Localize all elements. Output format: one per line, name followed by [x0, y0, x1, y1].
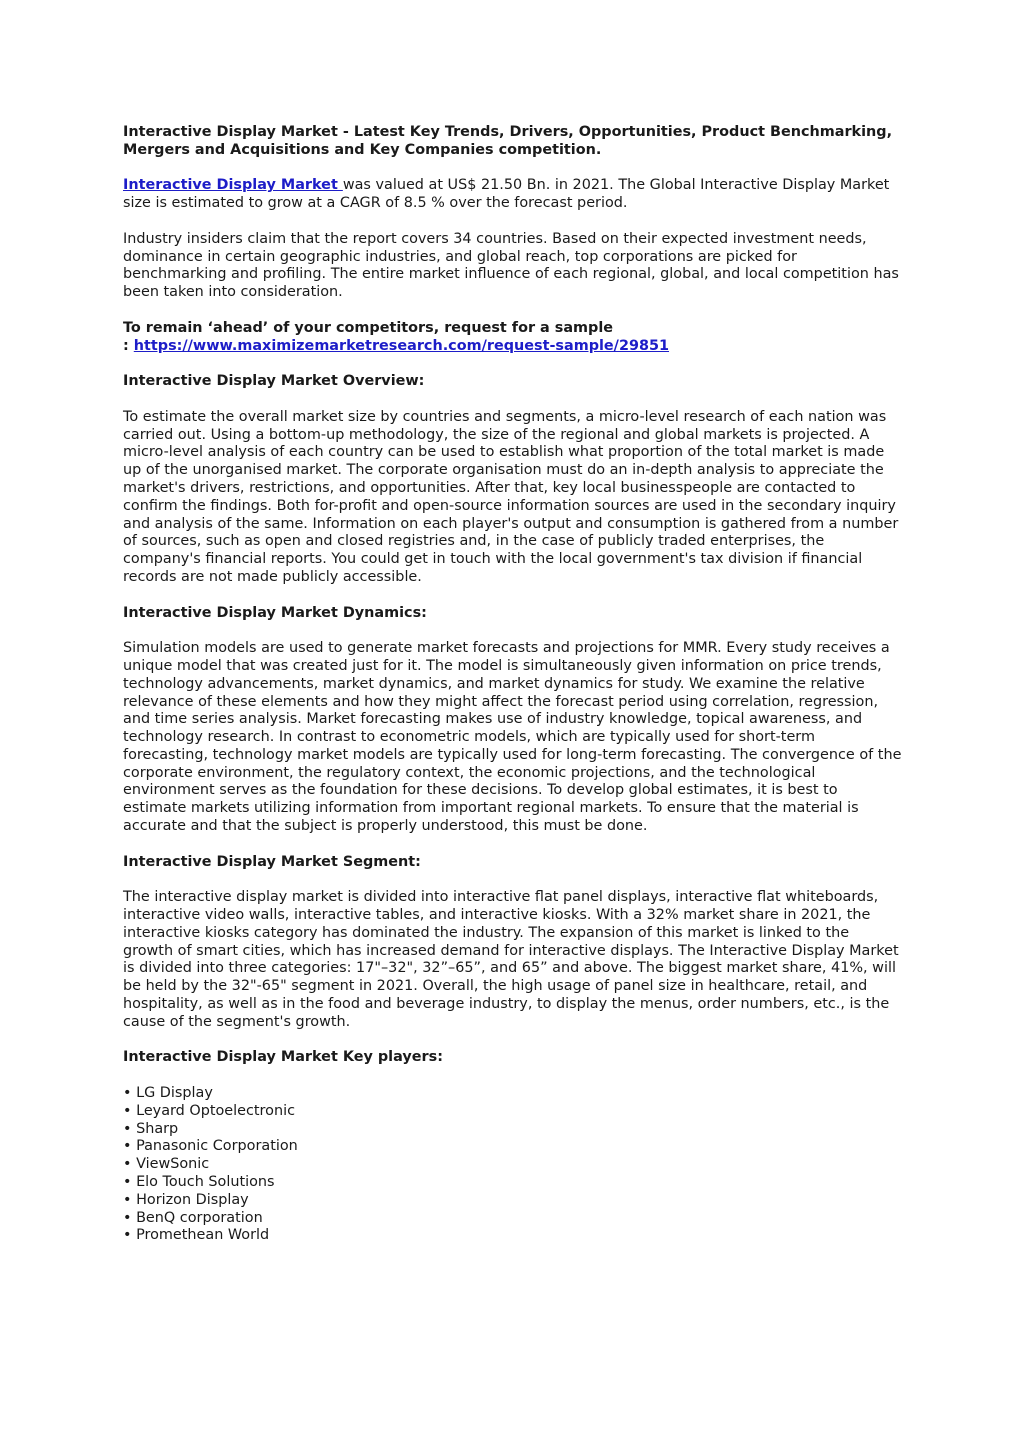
- document-page: [123, 124, 903, 1245]
- overview-paragraph: To estimate the overall market size by countries and segments, a micro-level research of each nation was carried out. Using a bottom-up methodology, the size of the regional and global markets is projected. A micro-level analysis of each country can be used to establish what proportion of the total market is made up of the unorganised market. The corporate organisation must do an in-depth analysis to appreciate the market's drivers, restrictions, and opportunities. After that, key local businesspeople are contacted to confirm the findings. Both for-profit and open-source information sources are used in the secondary inquiry and analysis of the same. Information on each player's output and consumption is gathered from a number of sources, such as open and closed registries and, in the case of publicly traded enterprises, the company's financial reports. You could get in touch with the local government's tax division if financial records are not made publicly accessible.: [123, 408, 899, 585]
- segment-heading: Interactive Display Market Segment:: [123, 853, 421, 870]
- insiders-paragraph: Industry insiders claim that the report covers 34 countries. Based on their expected investment needs, dominance in certain geographic industries, and global reach, top corporations are picked for benchmarking and profiling. The entire market influence of each regional, global, and local competition has been taken into consideration.: [123, 230, 899, 301]
- sample-request-paragraph: [123, 320, 903, 356]
- market-report-link[interactable]: Interactive Display Market: [123, 177, 343, 194]
- sample-request-prefix: :: [123, 337, 134, 354]
- list-item: • Leyard Optoelectronic: [123, 1102, 295, 1119]
- document-title: Interactive Display Market - Latest Key Trends, Drivers, Opportunities, Product Benchmarking, Mergers and Acquisitions and Key Companies competition.: [123, 124, 893, 158]
- dynamics-paragraph: Simulation models are used to generate market forecasts and projections for MMR. Every study receives a unique model that was created just for it. The model is simultaneously given information on price trends, technology advancements, market dynamics, and market dynamics for study. We examine the relative relevance of these elements and how they might affect the forecast period using correlation, regression, and time series analysis. Market forecasting makes use of industry knowledge, topical awareness, and technology research. In contrast to econometric models, which are typically used for short-term forecasting, technology market models are typically used for long-term forecasting. The convergence of the corporate environment, the regulatory context, the economic projections, and the technological environment serves as the foundation for these decisions. To develop global estimates, it is best to estimate markets utilizing information from important regional markets. To ensure that the material is accurate and that the subject is properly understood, this must be done.: [123, 640, 902, 835]
- dynamics-heading: Interactive Display Market Dynamics:: [123, 604, 427, 621]
- list-item: • Elo Touch Solutions: [123, 1174, 275, 1191]
- list-item: • Promethean World: [123, 1227, 270, 1244]
- segment-paragraph: The interactive display market is divided into interactive flat panel displays, interactive flat whiteboards, interactive video walls, interactive tables, and interactive kiosks. With a 32% market share in 2021, the interactive kiosks category has dominated the industry. The expansion of this market is linked to the growth of smart cities, which has increased demand for interactive displays. The Interactive Display Market is divided into three categories: 17"–32", 32”–65”, and 65” and above. The biggest market share, 41%, will be held by the 32"-65" segment in 2021. Overall, the high usage of panel size in healthcare, retail, and hospitality, as well as in the food and beverage industry, to display the menus, order numbers, etc., is the cause of the segment's growth.: [123, 889, 899, 1030]
- key-players-heading: Interactive Display Market Key players:: [123, 1049, 443, 1066]
- list-item: • LG Display: [123, 1085, 213, 1102]
- list-item: • Panasonic Corporation: [123, 1138, 298, 1155]
- list-item: • ViewSonic: [123, 1156, 210, 1173]
- intro-text: was valued at US$ 21.50 Bn. in 2021. The Global Interactive Display Market size is estimated to grow at a CAGR of 8.5 % over the forecast period.: [123, 177, 890, 212]
- list-item: • Sharp: [123, 1120, 179, 1137]
- overview-heading: Interactive Display Market Overview:: [123, 373, 425, 390]
- sample-request-link[interactable]: https://www.maximizemarketresearch.com/request-sample/29851: [133, 337, 670, 354]
- sample-request-text: To remain ‘ahead’ of your competitors, request for a sample: [123, 319, 614, 336]
- intro-paragraph: [123, 177, 903, 213]
- key-players-list: [123, 1085, 903, 1245]
- list-item: • BenQ corporation: [123, 1209, 263, 1226]
- list-item: • Horizon Display: [123, 1191, 249, 1208]
